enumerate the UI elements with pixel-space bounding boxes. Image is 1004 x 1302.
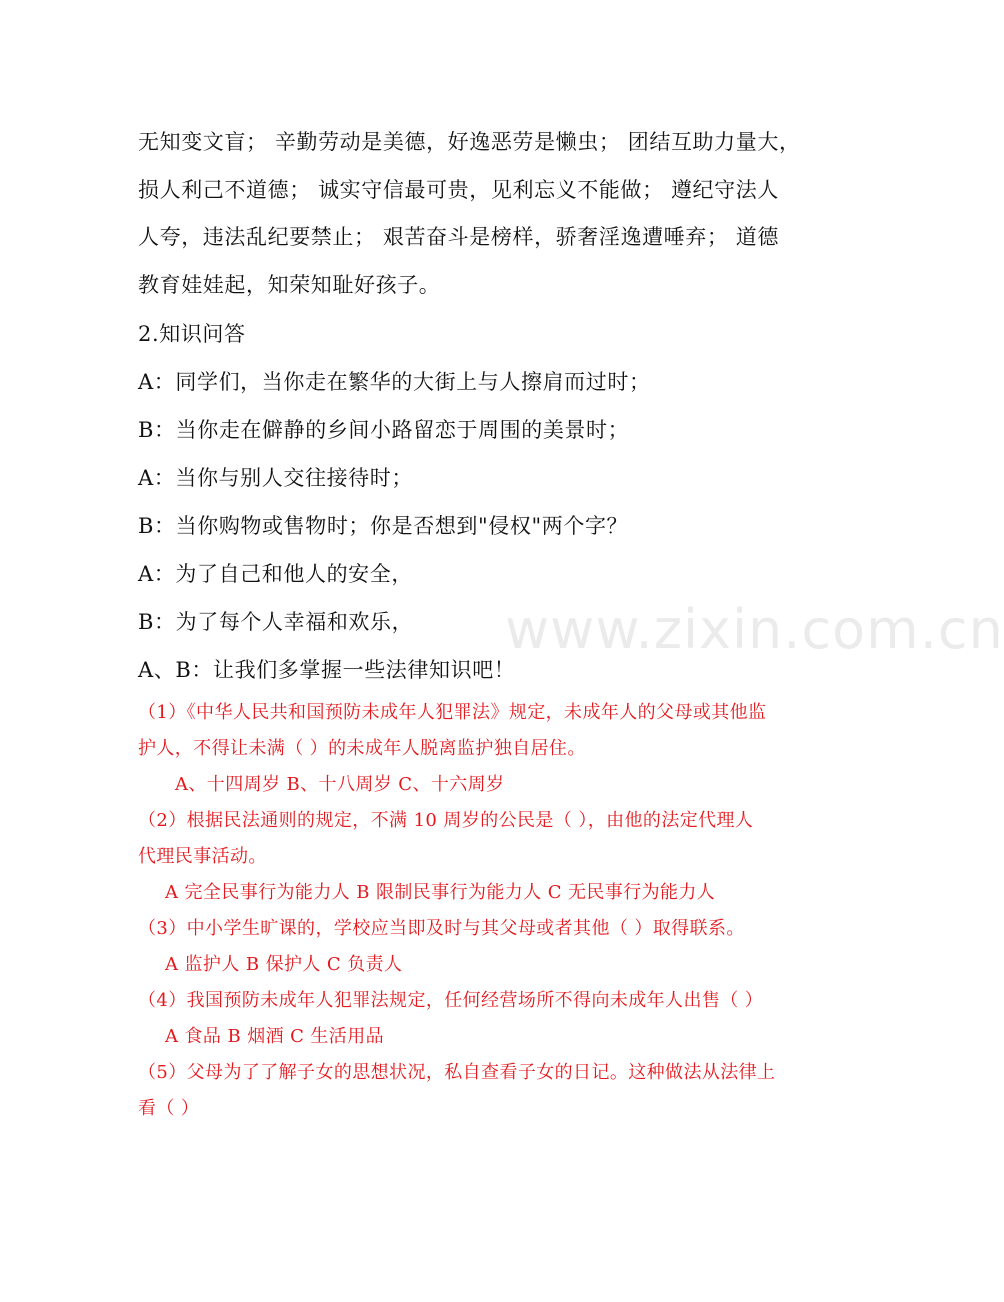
text-line: 人夸，违法乱纪要禁止； 艰苦奋斗是榜样，骄奢淫逸遭唾弃； 道德 [138,225,779,249]
dialogue-line: A：同学们，当你走在繁华的大街上与人擦肩而过时； [138,370,651,394]
question-2: （2）根据民法通则的规定，不满 10 周岁的公民是（ ），由他的法定代理人 [138,810,754,831]
question-4-options: A 食品 B 烟酒 C 生活用品 [165,1026,385,1047]
text-line: 损人利己不道德； 诚实守信最可贵，见利忘义不能做； 遵纪守法人 [138,178,779,202]
question-1-cont: 护人，不得让未满（ ）的未成年人脱离监护独自居住。 [138,738,586,759]
dialogue-line: B：为了每个人幸福和欢乐， [138,610,414,634]
dialogue-line: A：当你与别人交往接待时； [138,466,413,490]
question-2-cont: 代理民事活动。 [138,846,267,867]
watermark: www.zixin.com.cn [505,598,1004,661]
section-heading: 2.知识问答 [138,322,246,346]
dialogue-line: A、B：让我们多掌握一些法律知识吧！ [138,658,516,682]
text-line: 无知变文盲； 辛勤劳动是美德，好逸恶劳是懒虫； 团结互助力量大， [138,130,801,154]
dialogue-line: A：为了自己和他人的安全， [138,562,413,586]
dialogue-line: B：当你走在僻静的乡间小路留恋于周围的美景时； [138,418,630,442]
question-4: （4）我国预防未成年人犯罪法规定，任何经营场所不得向未成年人出售（ ） [138,990,764,1011]
question-3-options: A 监护人 B 保护人 C 负责人 [165,954,403,975]
question-1-options: A、十四周岁 B、十八周岁 C、十六周岁 [175,774,505,795]
question-5: （5）父母为了了解子女的思想状况，私自查看子女的日记。这种做法从法律上 [138,1062,776,1083]
question-3: （3）中小学生旷课的，学校应当即及时与其父母或者其他（ ）取得联系。 [138,918,745,939]
question-2-options: A 完全民事行为能力人 B 限制民事行为能力人 C 无民事行为能力人 [165,882,716,903]
question-1: （1）《中华人民共和国预防未成年人犯罪法》规定，未成年人的父母或其他监 [138,702,767,723]
question-5-cont: 看（ ） [138,1098,200,1119]
dialogue-line: B：当你购物或售物时；你是否想到"侵权"两个字？ [138,514,629,538]
text-line: 教育娃娃起，知荣知耻好孩子。 [138,273,441,297]
